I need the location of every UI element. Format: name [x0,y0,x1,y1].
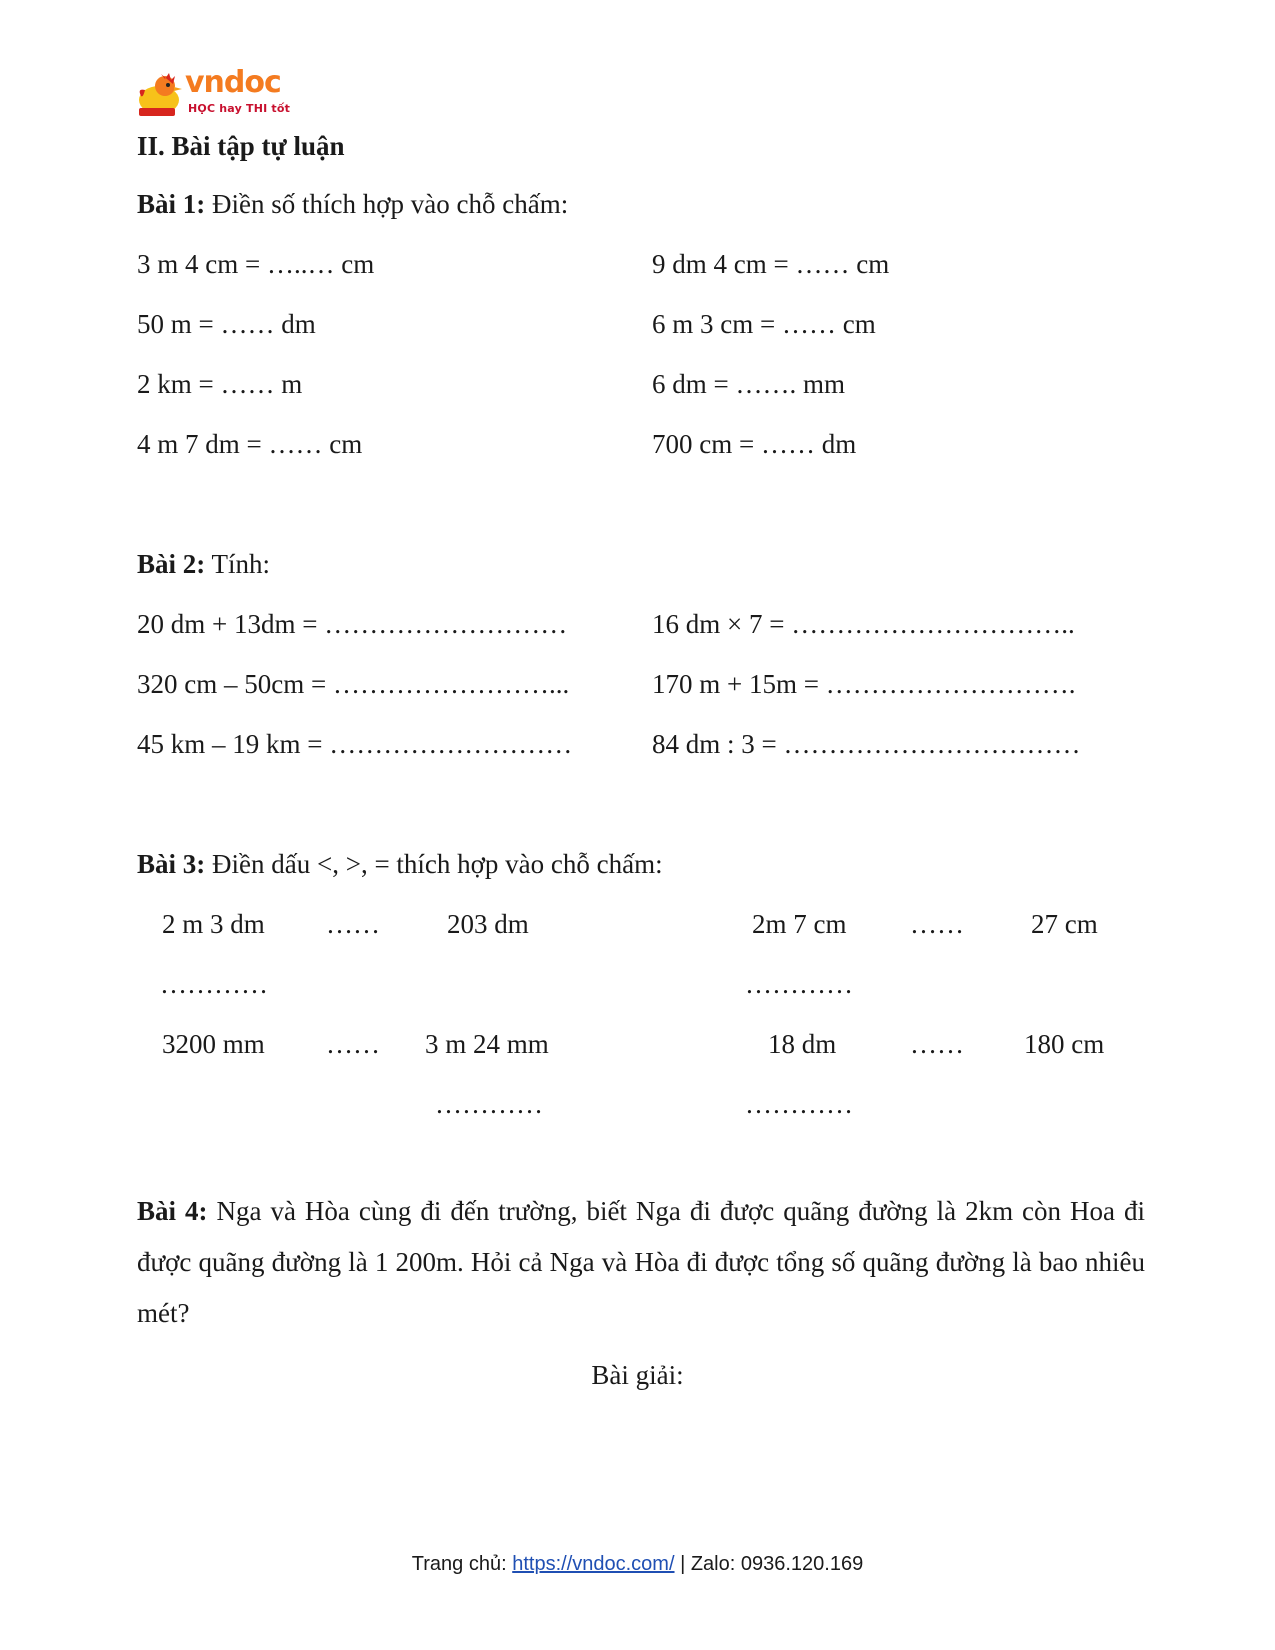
bai4-problem: Bài 4: Nga và Hòa cùng đi đến trường, biết Nga đi được quãng đường là 2km còn Hoa đi được quãng đường là 1 200m. Hỏi cả Nga và Hòa đi được tổng số quãng đường là bao nhiêu mét? [137,1196,1145,1328]
logo-wordmark: vndoc [185,65,281,100]
section-title: II. Bài tập tự luận [137,131,345,161]
page-footer: Trang chủ: https://vndoc.com/ | Zalo: 0936.120.169 [411,1553,864,1575]
bai2-right-2: 170 m + 15m = ………………………. [652,669,1076,699]
bai1-heading: Bài 1: Điền số thích hợp vào chỗ chấm: [137,189,569,219]
bai3-r2-fill-a: ………… [435,1089,543,1119]
bai1-left-3: 2 km = …… m [137,369,303,399]
bai1-left-2: 50 m = …… dm [137,309,316,339]
bai3-r1-a: 2 m 3 dm [162,909,265,939]
bai2-left-3: 45 km – 19 km = ……………………… [137,729,573,759]
bai3-r1-b: 203 dm [447,909,529,939]
bai3-r1-fill-a: ………… [160,969,268,999]
rooster-mascot-icon [135,70,185,118]
bai3-r1-c: 2m 7 cm [752,909,847,939]
bai3-r2-dots-b: …… [910,1029,964,1059]
bai3-r2-d: 180 cm [1024,1029,1105,1059]
bai3-r2-c: 18 dm [768,1029,837,1059]
footer-home-link[interactable]: https://vndoc.com/ [512,1553,675,1575]
bai1-right-4: 700 cm = …… dm [652,429,857,459]
bai1-left-4: 4 m 7 dm = …… cm [137,429,363,459]
bai1-right-1: 9 dm 4 cm = …… cm [652,249,890,279]
bai3-r2-fill-b: ………… [745,1089,853,1119]
bai1-left-1: 3 m 4 cm = …..… cm [137,249,375,279]
vndoc-logo [135,65,295,120]
logo-tagline: HỌC hay THI tốt [188,102,291,115]
bai3-r1-d: 27 cm [1031,909,1098,939]
bai2-right-3: 84 dm : 3 = …………………………… [652,729,1081,759]
bai3-heading: Bài 3: Điền dấu <, >, = thích hợp vào chỗ chấm: [137,849,663,879]
bai3-r1-dots-b: …… [910,909,964,939]
bai4-solution-label: Bài giải: [591,1360,684,1390]
bai3-r2-dots-a: …… [326,1029,380,1059]
bai1-right-2: 6 m 3 cm = …… cm [652,309,876,339]
bai2-heading: Bài 2: Tính: [137,549,271,579]
bai1-right-3: 6 dm = ……. mm [652,369,845,399]
bai3-r1-dots-a: …… [326,909,380,939]
bai2-left-1: 20 dm + 13dm = ……………………… [137,609,568,639]
bai2-left-2: 320 cm – 50cm = ……………………... [137,669,570,699]
bai3-r2-a: 3200 mm [162,1029,265,1059]
bai3-r1-fill-b: ………… [745,969,853,999]
bai3-r2-b: 3 m 24 mm [425,1029,549,1059]
bai2-right-1: 16 dm × 7 = ………………………….. [652,609,1075,639]
